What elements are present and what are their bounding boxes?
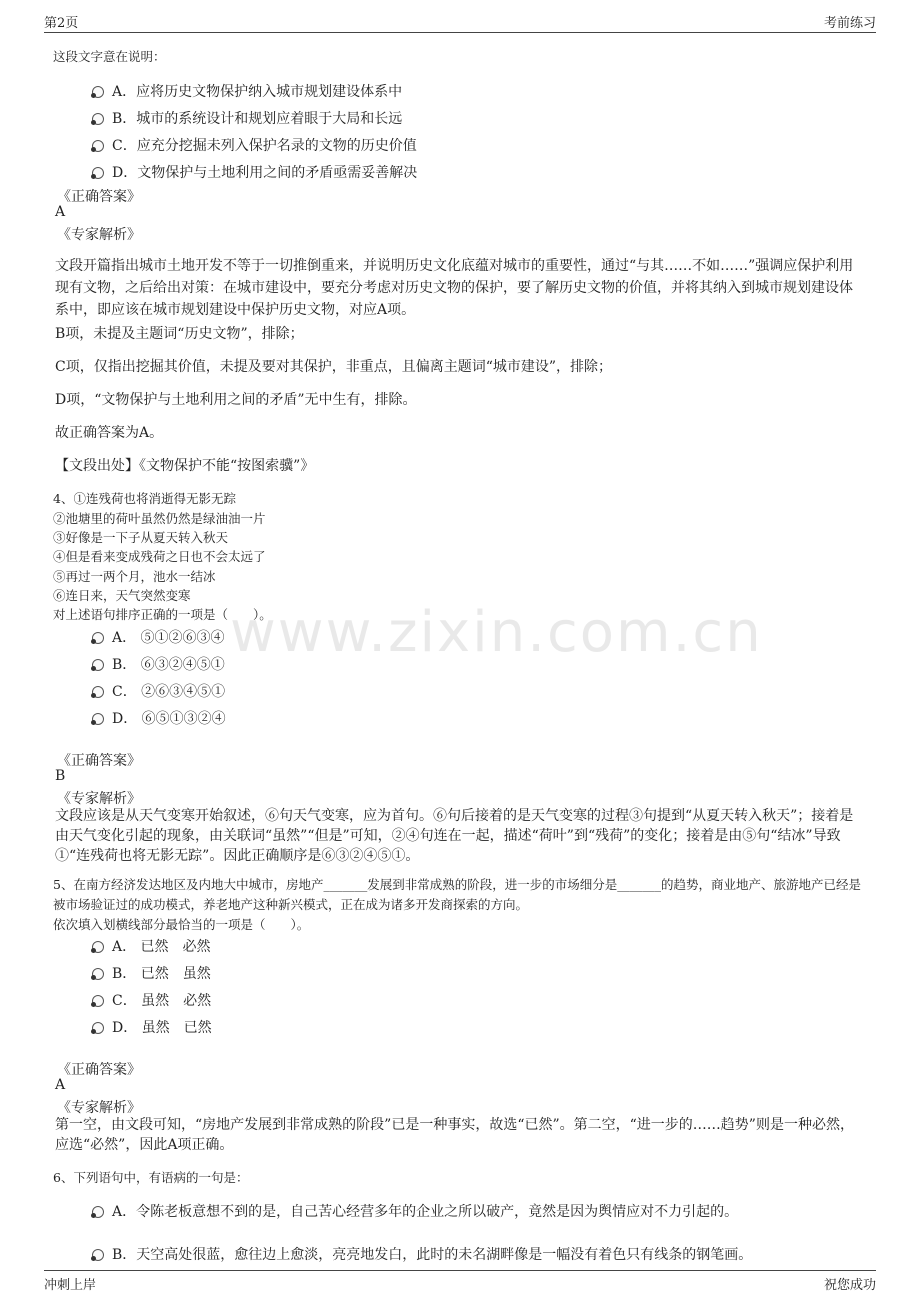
q5-option-a[interactable]: A． 已然 必然 [92, 936, 211, 956]
q4-answer-label: 《正确答案》 [57, 753, 141, 769]
radio-icon[interactable] [92, 1206, 104, 1218]
page-header [44, 10, 876, 33]
q5-answer: A [55, 1077, 66, 1093]
q3-option-a[interactable]: A．应将历史文物保护纳入城市规划建设体系中 [92, 81, 402, 101]
q4-prompt: 对上述语句排序正确的一项是（ ）。 [53, 607, 272, 622]
q3-option-d[interactable]: D．文物保护与土地利用之间的矛盾亟需妥善解决 [92, 162, 417, 182]
q3-analysis-d: D项，“文物保护与土地利用之间的矛盾”无中生有，排除。 [55, 392, 417, 408]
q3-conclusion: 故正确答案为A。 [55, 425, 164, 441]
q5-option-d[interactable]: D． 虽然 已然 [92, 1017, 212, 1037]
q5-analysis: 第一空，由文段可知，“房地产发展到非常成熟的阶段”已是一种事实，故选“已然”。第二空，“进一步的……趋势”则是一种必然，应选“必然”，因此A项正确。 [55, 1117, 854, 1153]
radio-icon[interactable] [92, 941, 104, 953]
q5-option-b[interactable]: B． 已然 虽然 [92, 963, 211, 983]
q3-analysis-b: B项，未提及主题词“历史文物”，排除； [55, 326, 304, 342]
radio-icon[interactable] [92, 113, 104, 125]
radio-icon[interactable] [92, 1249, 104, 1261]
radio-icon[interactable] [92, 140, 104, 152]
q3-analysis-main: 文段开篇指出城市土地开发不等于一切推倒重来，并说明历史文化底蕴对城市的重要性，通过“与其……不如……”强调应保护利用现有文物，之后给出对策：在城市建设中，要充分考虑对历史文物的保护，要了解历史文物的价值，并将其纳入到城市规划建设体系中，即应该在城市规划建设中保护历史文物，对应A项。 [55, 258, 854, 318]
q3-option-b[interactable]: B．城市的系统设计和规划应着眼于大局和长远 [92, 108, 402, 128]
q3-source: 【文段出处】《文物保护不能“按图索骥”》 [55, 458, 315, 474]
footer-right: 祝您成功 [823, 1278, 876, 1293]
radio-icon[interactable] [92, 713, 104, 725]
q5-stem: 5、在南方经济发达地区及内地大中城市，房地产_______发展到非常成熟的阶段，进一步的市场细分是_______的趋势，商业地产、旅游地产已经是被市场验证过的成功模式，养老地产这种新兴模式，正在成为诸多开发商探索的方向。 [53, 877, 861, 912]
q4-line-3: ③好像是一下子从夏天转入秋天 [53, 530, 229, 545]
q6-stem: 6、下列语句中，有语病的一句是： [53, 1170, 249, 1185]
q5-answer-label: 《正确答案》 [57, 1062, 141, 1078]
q4-option-c[interactable]: C． ②⑥③④⑤① [92, 681, 225, 701]
q5-analysis-label: 《专家解析》 [57, 1100, 141, 1116]
radio-icon[interactable] [92, 995, 104, 1007]
q4-line-4: ④但是看来变成残荷之日也不会太远了 [53, 549, 266, 564]
q3-analysis-c: C项，仅指出挖掘其价值，未提及要对其保护，非重点，且偏离主题词“城市建设”，排除； [55, 359, 613, 375]
q5-option-c[interactable]: C． 虽然 必然 [92, 990, 211, 1010]
q6-option-b[interactable]: B．天空高处很蓝，愈往边上愈淡，亮亮地发白，此时的未名湖畔像是一幅没有着色只有线条的钢笔画。 [92, 1244, 752, 1264]
radio-icon[interactable] [92, 1022, 104, 1034]
footer-left: 冲刺上岸 [44, 1278, 97, 1293]
q3-analysis-label: 《专家解析》 [57, 227, 141, 243]
q4-line-2: ②池塘里的荷叶虽然仍然是绿油油一片 [53, 511, 266, 526]
q6-option-a[interactable]: A．令陈老板意想不到的是，自己苦心经营多年的企业之所以破产，竟然是因为舆情应对不力引起的。 [92, 1201, 738, 1221]
q4-option-d[interactable]: D． ⑥⑤①③②④ [92, 708, 226, 728]
q4-line-6: ⑥连日来，天气突然变寒 [53, 588, 191, 603]
radio-icon[interactable] [92, 167, 104, 179]
header-title: 考前练习 [823, 16, 876, 31]
page-number: 第2页 [44, 16, 79, 31]
radio-icon[interactable] [92, 686, 104, 698]
radio-icon[interactable] [92, 659, 104, 671]
radio-icon[interactable] [92, 968, 104, 980]
q4-line-5: ⑤再过一两个月，池水一结冰 [53, 569, 216, 584]
radio-icon[interactable] [92, 86, 104, 98]
page-footer [44, 1270, 876, 1291]
q3-answer-label: 《正确答案》 [57, 189, 141, 205]
q3-option-c[interactable]: C．应充分挖掘未列入保护名录的文物的历史价值 [92, 135, 417, 155]
q4-option-b[interactable]: B． ⑥③②④⑤① [92, 654, 225, 674]
q4-option-a[interactable]: A． ⑤①②⑥③④ [92, 627, 225, 647]
q4-analysis: 文段应该是从天气变寒开始叙述，⑥句天气变寒，应为首句。⑥句后接着的是天气变寒的过程③句提到“从夏天转入秋天”；接着是由天气变化引起的现象，由关联词“虽然”“但是”可知，②④句连在一起，描述“荷叶”到“残荷”的变化；接着是由⑤句“结冰”导致①“连残荷也将无影无踪”。因此正确顺序是⑥③②④⑤①。 [55, 808, 854, 864]
q5-prompt: 依次填入划横线部分最恰当的一项是（ ）。 [53, 917, 310, 932]
q4-analysis-label: 《专家解析》 [57, 791, 141, 807]
radio-icon[interactable] [92, 632, 104, 644]
q4-line-1: 4、①连残荷也将消逝得无影无踪 [53, 491, 236, 506]
q3-stem: 这段文字意在说明： [53, 49, 166, 64]
q4-answer: B [55, 768, 66, 784]
q3-answer: A [55, 204, 66, 220]
watermark: www.zixin.com.cn [230, 600, 763, 665]
